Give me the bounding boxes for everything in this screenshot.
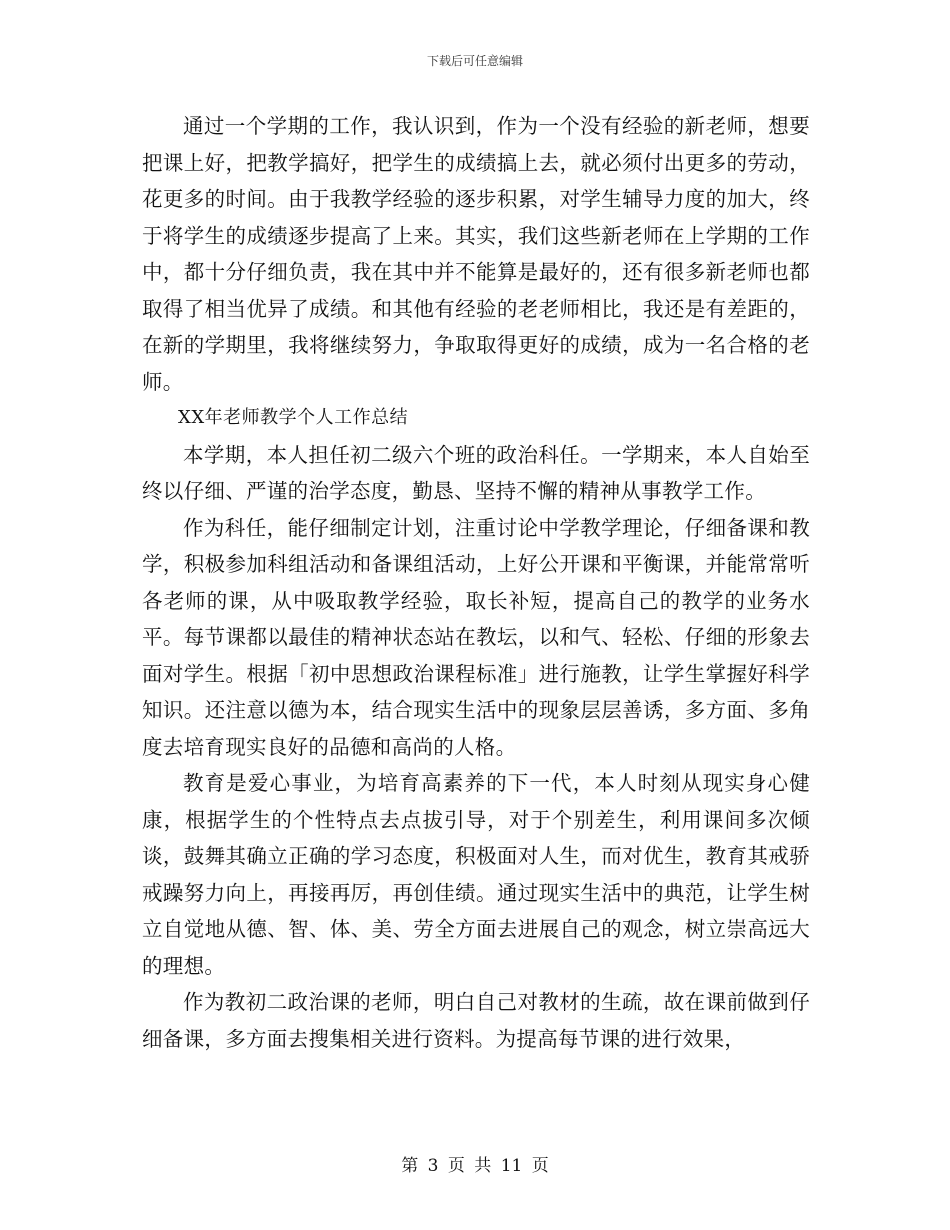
page-number: 第 3 页 共 11 页 — [401, 1156, 549, 1176]
section-title: XX年老师教学个人工作总结 — [178, 407, 409, 428]
paragraph-intro: 本学期，本人担任初二级六个班的政治科任。一学期来，本人自始至终以仔细、严谨的治学态度，勤恳、坚持不懈的精神从事教学工作。 — [142, 442, 810, 503]
paragraph-lesson-prep: 作为教初二政治课的老师，明白自己对教材的生疏，故在课前做到仔细备课，多方面去搜集相关进行资料。为提高每节课的进行效果， — [142, 990, 810, 1051]
paragraph-teaching-duties: 作为科任，能仔细制定计划，注重讨论中学教学理论，仔细备课和教学，积极参加科组活动和备课组活动，上好公开课和平衡课，并能常常听各老师的课，从中吸取教学经验，取长补短，提高自己的教学的业务水平。每节课都以最佳的精神状态站在教坛，以和气、轻松、仔细的形象去面对学生。根据「初中思想政治课程标准」进行施教，让学生掌握好科学知识。还注意以德为本，结合现实生活中的现象层层善诱，多方面、多角度去培育现实良好的品德和高尚的人格。 — [142, 515, 810, 759]
paragraph-semester-reflection: 通过一个学期的工作，我认识到，作为一个没有经验的新老师，想要把课上好，把教学搞好，把学生的成绩搞上去，就必须付出更多的劳动，花更多的时间。由于我教学经验的逐步积累，对学生辅导力度的加大，终于将学生的成绩逐步提高了上来。其实，我们这些新老师在上学期的工作中，都十分仔细负责，我在其中并不能算是最好的，还有很多新老师也都取得了相当优异了成绩。和其他有经验的老老师相比，我还是有差距的，在新的学期里，我将继续努力，争取取得更好的成绩，成为一名合格的老师。 — [142, 114, 810, 394]
document-body — [142, 108, 810, 1057]
paragraph-moral-education: 教育是爱心事业，为培育高素养的下一代，本人时刻从现实身心健康，根据学生的个性特点去点拔引导，对于个别差生，利用课间多次倾谈，鼓舞其确立正确的学习态度，积极面对人生，而对优生，教育其戒骄戒躁努力向上，再接再厉，再创佳绩。通过现实生活中的典范，让学生树立自觉地从德、智、体、美、劳全方面去进展自己的观念，树立崇高远大的理想。 — [142, 771, 810, 978]
page-header: 下载后可任意编辑 — [426, 54, 523, 68]
